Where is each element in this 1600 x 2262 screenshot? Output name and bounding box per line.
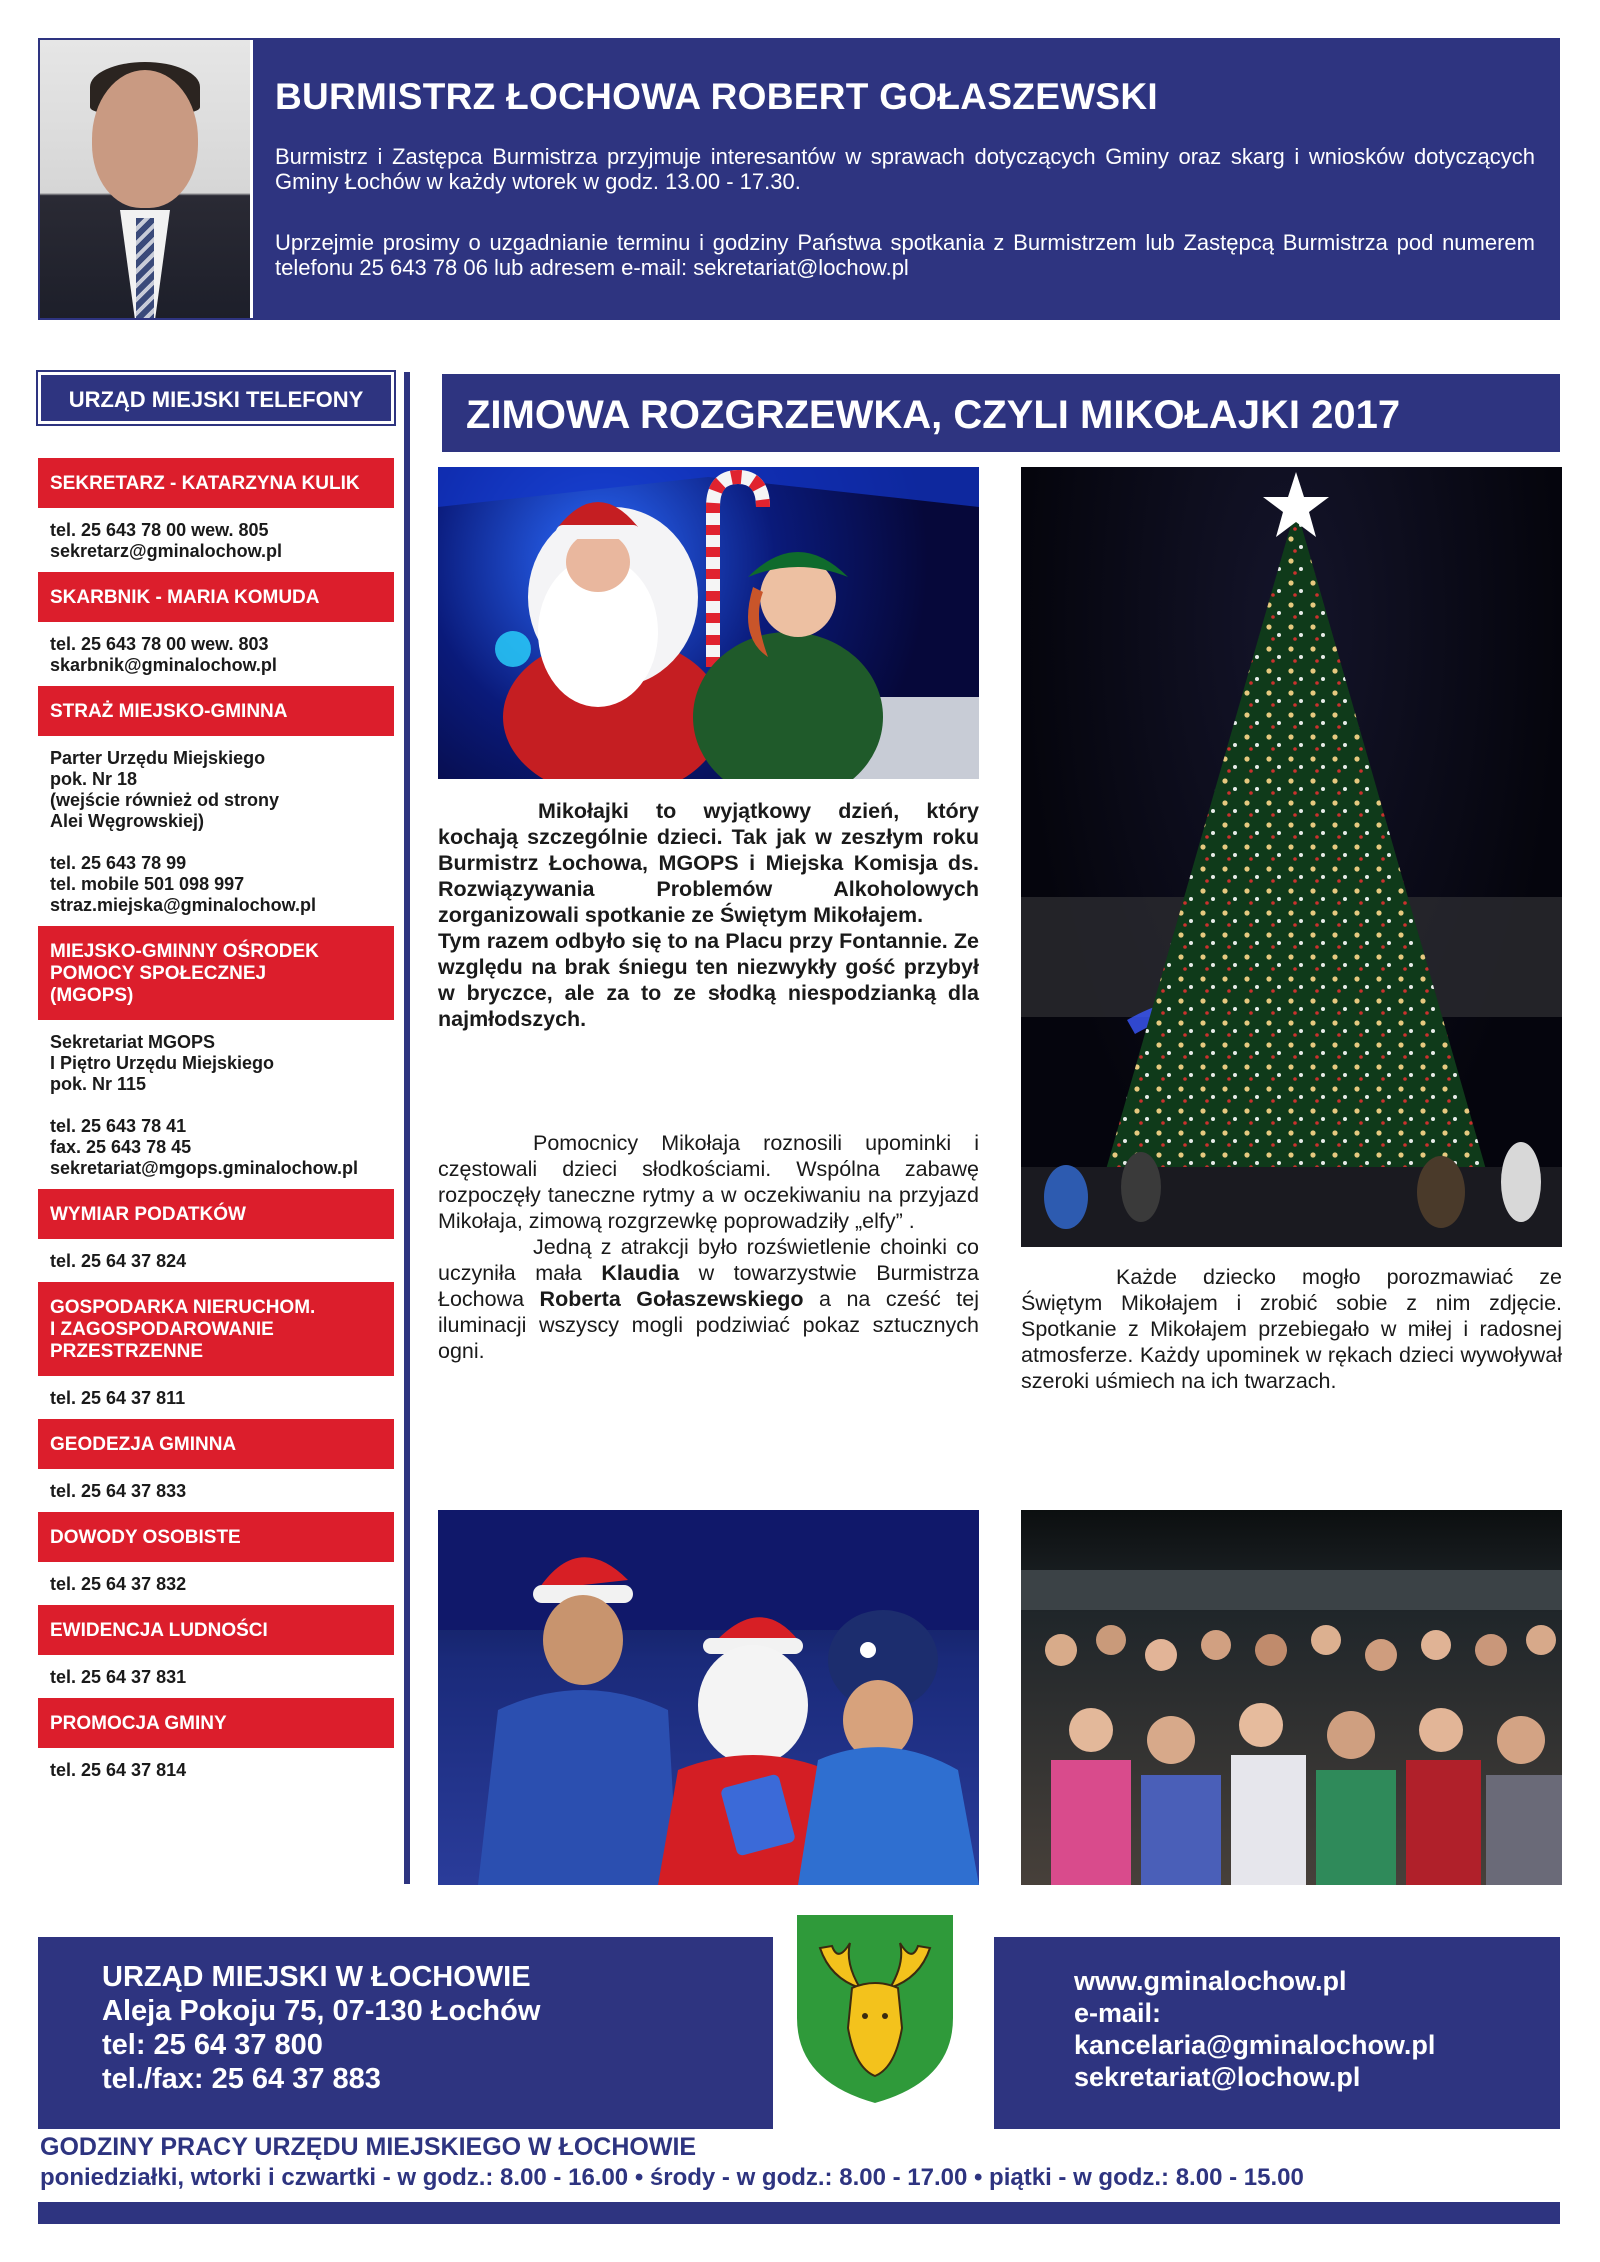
section-title-line: EWIDENCJA LUDNOŚCI: [50, 1620, 268, 1641]
directory-section-header: [38, 1698, 394, 1748]
directory-section-body: [38, 1376, 394, 1419]
section-line: Alei Węgrowskiej): [50, 811, 205, 831]
section-line: tel. 25 643 78 99: [50, 853, 187, 873]
phone-directory: [38, 458, 394, 1791]
email-kancelaria-link[interactable]: kancelaria@gminalochow.pl: [1074, 2030, 1436, 2060]
office-name: URZĄD MIEJSKI W ŁOCHOWIE: [102, 1961, 531, 1993]
sidebar-title-box: [38, 372, 394, 424]
office-address: [102, 1960, 540, 2096]
section-line: [50, 832, 382, 853]
section-line: pok. Nr 18: [50, 769, 138, 789]
photo-christmas-tree: [1021, 467, 1562, 1247]
office-contact: [1074, 1965, 1435, 2093]
section-email[interactable]: skarbnik@gminalochow.pl: [50, 655, 277, 675]
body-paragraph-2: Jedną z atrakcji było rozświetlenie choinki co uczyniła mała Klaudia w towarzystwie Burmistrza Łochowa Roberta Gołaszewskiego a na cześć tej iluminacji wszyscy mogli podziwiać pokaz sztucznych ogni.: [438, 1235, 979, 1363]
website-link[interactable]: www.gminalochow.pl: [1074, 1966, 1347, 1996]
section-title-line: PROMOCJA GMINY: [50, 1713, 227, 1734]
section-line: Sekretariat MGOPS: [50, 1032, 216, 1052]
body-paragraph-3: Każde dziecko mogło porozmawiać ze Świętym Mikołajem i zrobić sobie z nim zdjęcie. Spotkanie z Mikołajem przebiegało w miłej i radosnej atmosferze. Każdy upominek w rękach dzieci wywoływał szeroki uśmiech na ich twarzach.: [1021, 1265, 1562, 1393]
section-title-line: (MGOPS): [50, 985, 134, 1006]
directory-section-header: [38, 1419, 394, 1469]
section-title-line: WYMIAR PODATKÓW: [50, 1204, 246, 1225]
section-line: tel. 25 64 37 833: [50, 1481, 187, 1501]
intro-paragraph-1: Mikołajki to wyjątkowy dzień, który kochają szczególnie dzieci. Tak jak w zeszłym roku Burmistrz Łochowa, MGOPS i Miejska Komisja ds. Rozwiązywania Problemów Alkoholowych zorganizowali spotkanie ze Świętym Mikołajem.: [438, 799, 979, 927]
office-hours-text: Burmistrz i Zastępca Burmistrza przyjmuje interesantów w sprawach dotyczących Gminy oraz skarg i wniosków dotyczących Gminy Łochów w każdy wtorek w godz. 13.00 - 17.30.: [275, 144, 1535, 194]
section-email[interactable]: sekretariat@mgops.gminalochow.pl: [50, 1158, 358, 1178]
section-title-line: PRZESTRZENNE: [50, 1341, 204, 1362]
mayor-portrait: [40, 40, 253, 318]
directory-section-body: [38, 1562, 394, 1605]
directory-section-header: [38, 1605, 394, 1655]
article-body-left: [438, 1130, 979, 1364]
directory-section-header: [38, 572, 394, 622]
article-body-right: [1021, 1264, 1562, 1394]
hours-title: GODZINY PRACY URZĘDU MIEJSKIEGO W ŁOCHOWIE: [40, 2133, 697, 2161]
sidebar-title: URZĄD MIEJSKI TELEFONY: [68, 387, 364, 412]
email-label: e-mail:: [1074, 1998, 1162, 2028]
section-email[interactable]: straz.miejska@gminalochow.pl: [50, 895, 316, 915]
section-line: tel. 25 643 78 00 wew. 803: [50, 634, 269, 654]
top-stripe: [38, 38, 1560, 74]
intro-paragraph-2: Tym razem odbyło się to na Placu przy Fontannie. Ze względu na brak śniegu ten niezwykły gość przybył w bryczce, ale za to ze słodką niespodzianką dla najmłodszych.: [438, 929, 979, 1031]
office-fax: tel./fax: 25 64 37 883: [102, 2063, 381, 2095]
article-title: ZIMOWA ROZGRZEWKA, CZYLI MIKOŁAJKI 2017: [466, 393, 1401, 437]
office-phone: tel: 25 64 37 800: [102, 2029, 323, 2061]
directory-section-body: [38, 508, 394, 572]
directory-section-body: [38, 1469, 394, 1512]
directory-section-body: [38, 1655, 394, 1698]
directory-section-header: [38, 1189, 394, 1239]
section-title-line: DOWODY OSOBISTE: [50, 1527, 241, 1548]
directory-section-header: [38, 1512, 394, 1562]
section-line: I Piętro Urzędu Miejskiego: [50, 1053, 275, 1073]
section-line: tel. 25 64 37 832: [50, 1574, 187, 1594]
hours-schedule: poniedziałki, wtorki i czwartki - w godz.: 8.00 - 16.00 • środy - w godz.: 8.00 - 17.00 • piątki - w godz.: 8.00 - 15.00: [40, 2164, 1304, 2191]
appointment-text: Uprzejmie prosimy o uzgadnianie terminu i godziny Państwa spotkania z Burmistrzem lub Zastępcą Burmistrza pod numerem telefonu 25 643 78 06 lub adresem e-mail: sekretariat@lochow.pl: [275, 230, 1535, 280]
section-line: pok. Nr 115: [50, 1074, 147, 1094]
section-title-line: GOSPODARKA NIERUCHOM.: [50, 1297, 316, 1318]
sidebar-divider: [404, 372, 410, 1884]
directory-section-body: [38, 1748, 394, 1791]
lochow-coat-of-arms: [790, 1908, 960, 2108]
section-title-line: I ZAGOSPODAROWANIE: [50, 1319, 274, 1340]
section-line: tel. 25 643 78 41: [50, 1116, 187, 1136]
article-intro: [438, 798, 979, 1032]
section-line: tel. 25 643 78 00 wew. 805: [50, 520, 269, 540]
header-title: BURMISTRZ ŁOCHOWA ROBERT GOŁASZEWSKI: [275, 76, 1158, 117]
directory-section-body: [38, 1239, 394, 1282]
directory-section-header: [38, 926, 394, 1020]
body-paragraph-1: Pomocnicy Mikołaja roznosili upominki i częstowali dzieci słodkościami. Wspólna zabawę rozpoczęły taneczne rytmy a w oczekiwaniu na przyjazd Mikołaja, zimową rozgrzewkę poprowadziły „elfy” .: [438, 1131, 979, 1233]
section-line: Parter Urzędu Miejskiego: [50, 748, 266, 768]
section-title-line: STRAŻ MIEJSKO-GMINNA: [50, 701, 288, 722]
section-line: tel. 25 64 37 831: [50, 1667, 187, 1687]
section-line: [50, 1095, 382, 1116]
email-sekretariat-link[interactable]: sekretariat@lochow.pl: [1074, 2062, 1361, 2092]
office-street: Aleja Pokoju 75, 07-130 Łochów: [102, 1995, 541, 2027]
photo-crowd-of-children: [1021, 1510, 1562, 1885]
directory-section-body: [38, 1020, 394, 1189]
section-title-line: MIEJSKO-GMINNY OŚRODEK: [50, 941, 319, 962]
section-title-line: POMOCY SPOŁECZNEJ: [50, 963, 267, 984]
directory-section-header: [38, 686, 394, 736]
section-line: tel. 25 64 37 824: [50, 1251, 187, 1271]
bottom-stripe: [38, 2202, 1560, 2224]
section-line: tel. 25 64 37 811: [50, 1388, 186, 1408]
section-line: tel. mobile 501 098 997: [50, 874, 245, 894]
section-email[interactable]: sekretarz@gminalochow.pl: [50, 541, 282, 561]
section-title-line: SKARBNIK - MARIA KOMUDA: [50, 587, 320, 608]
section-line: tel. 25 64 37 814: [50, 1760, 187, 1780]
directory-section-header: [38, 458, 394, 508]
section-line: fax. 25 643 78 45: [50, 1137, 192, 1157]
directory-section-header: [38, 1282, 394, 1376]
section-title-line: SEKRETARZ - KATARZYNA KULIK: [50, 473, 360, 494]
section-title-line: GEODEZJA GMINNA: [50, 1434, 237, 1455]
directory-section-body: [38, 622, 394, 686]
photo-santa-and-elf: [438, 467, 979, 779]
photo-santa-with-children: [438, 1510, 979, 1885]
section-line: (wejście również od strony: [50, 790, 280, 810]
directory-section-body: [38, 736, 394, 926]
